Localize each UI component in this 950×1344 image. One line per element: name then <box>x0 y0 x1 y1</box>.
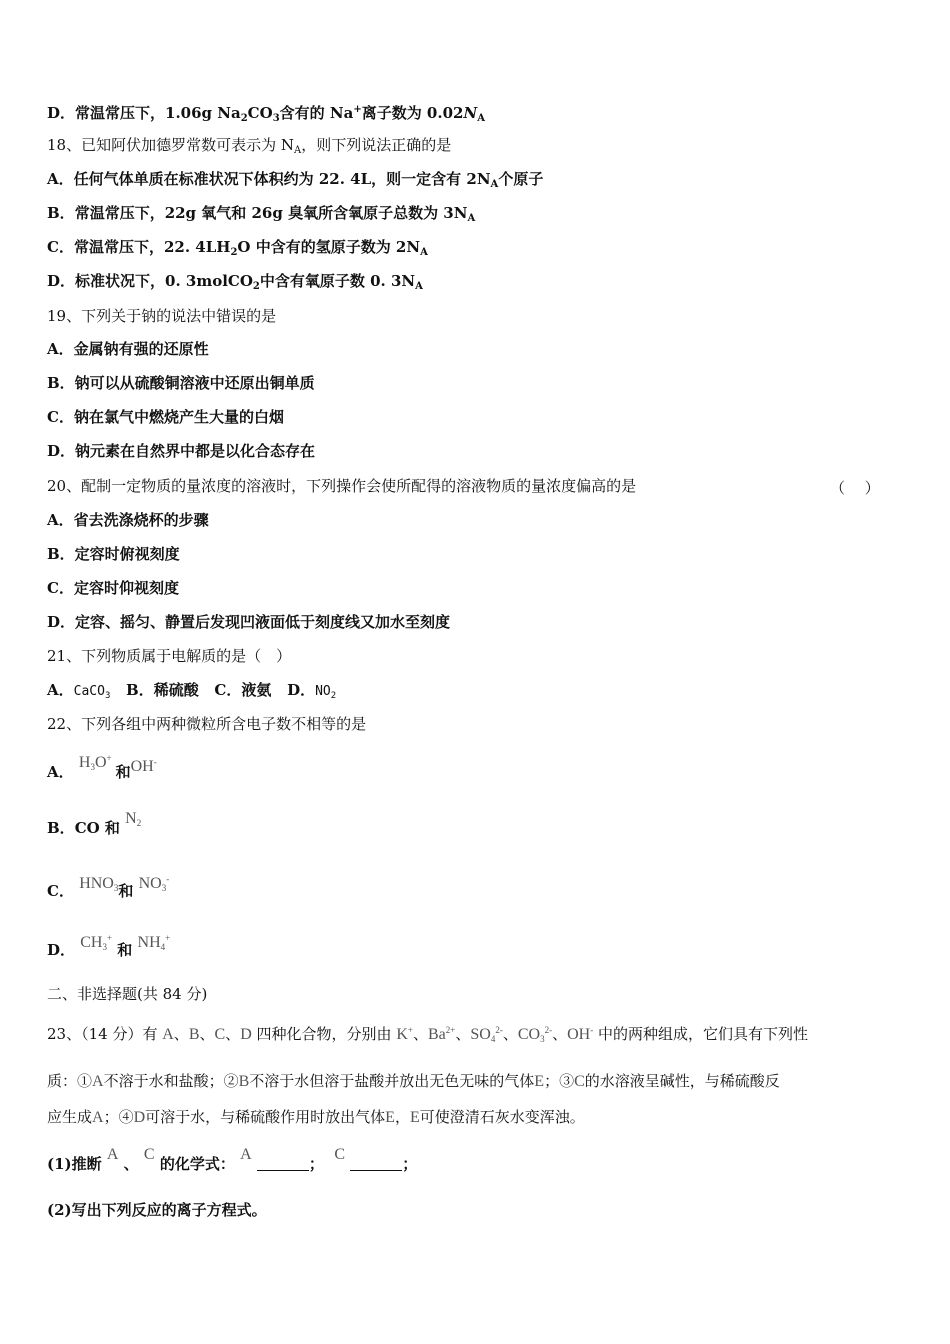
answer-blank-c[interactable] <box>350 1156 402 1171</box>
q22-option-d: D． $CH_3^+$ 和 $NH_4^+$ <box>47 933 171 959</box>
q23-part-1: (1)推断 A 、 C 的化学式： A ； C ； <box>47 1146 418 1173</box>
q20-stem: 20、配制一定物质的量浓度的溶液时，下列操作会使所配得的溶液物质的量浓度偏高的是 <box>47 477 637 495</box>
q19-option-c: C．钠在氯气中燃烧产生大量的白烟 <box>47 408 284 426</box>
q22-option-c: C． $HNO_3$和 $NO_3^-$ <box>47 874 170 900</box>
q19-option-a: A．金属钠有强的还原性 <box>47 340 209 358</box>
answer-blank-a[interactable] <box>257 1156 309 1171</box>
q21-stem: 21、下列物质属于电解质的是（ ） <box>47 647 292 665</box>
q18-option-a: A．任何气体单质在标准状况下体积约为 22. 4L，则一定含有 $2N_A$个原子 <box>47 170 544 190</box>
q22-option-a: A． $H_3O^+$ 和OH- <box>47 753 157 781</box>
q20-option-a: A．省去洗涤烧杯的步骤 <box>47 511 209 529</box>
q18-option-b: B．常温常压下，22g 氧气和 26g 臭氧所含氧原子总数为 $3N_A$ <box>47 204 476 224</box>
q19-option-b: B．钠可以从硫酸铜溶液中还原出铜单质 <box>47 374 315 392</box>
q17-option-d: D．常温常压下，1.06g $Na_2CO_3$含有的 Na+离子数为 $0.02N_A$ <box>47 104 485 124</box>
q23-part-2: (2)写出下列反应的离子方程式。 <box>47 1201 267 1219</box>
q20-answer-paren: （ ） <box>830 479 880 497</box>
q20-option-b: B．定容时俯视刻度 <box>47 545 180 563</box>
q22-stem: 22、下列各组中两种微粒所含电子数不相等的是 <box>47 715 367 733</box>
q20-option-c: C．定容时仰视刻度 <box>47 579 179 597</box>
q19-option-d: D．钠元素在自然界中都是以化合态存在 <box>47 442 316 460</box>
q23-line-1: 23、（14 分）有 A、B、C、D 四种化合物，分别由 K+、$Ba^{2+}$、$SO_4^{2-}$、$CO_3^{2-}$、OH- 中的两种组成，它们具有下列性 <box>47 1025 808 1044</box>
q23-line-3: 应生成A；④D可溶于水，与稀硫酸作用时放出气体E，E可使澄清石灰水变浑浊。 <box>47 1108 585 1126</box>
q19-stem: 19、下列关于钠的说法中错误的是 <box>47 307 277 325</box>
q18-stem: 18、已知阿伏加德罗常数可表示为 $N_A$，则下列说法正确的是 <box>47 136 452 156</box>
section-title: 二、非选择题(共 84 分) <box>47 985 208 1003</box>
q18-option-d: D．标准状况下，0. 3molCO$_2$中含有氧原子数 0. $3N_A$ <box>47 272 423 292</box>
q20-option-d: D．定容、摇匀、静置后发现凹液面低于刻度线又加水至刻度 <box>47 613 451 631</box>
q23-line-2: 质：①A不溶于水和盐酸；②B不溶于水但溶于盐酸并放出无色无味的气体E；③C的水溶液呈碱性，与稀硫酸反 <box>47 1072 780 1090</box>
q22-option-b: B．CO 和 $N_2$ <box>47 810 142 837</box>
q21-options: A．CaCO$_3$ B．稀硫酸 C．液氨 D．$NO_2$ <box>47 681 337 701</box>
q18-option-c: C．常温常压下，22. $4LH_2O$ 中含有的氢原子数为 $2N_A$ <box>47 238 428 258</box>
